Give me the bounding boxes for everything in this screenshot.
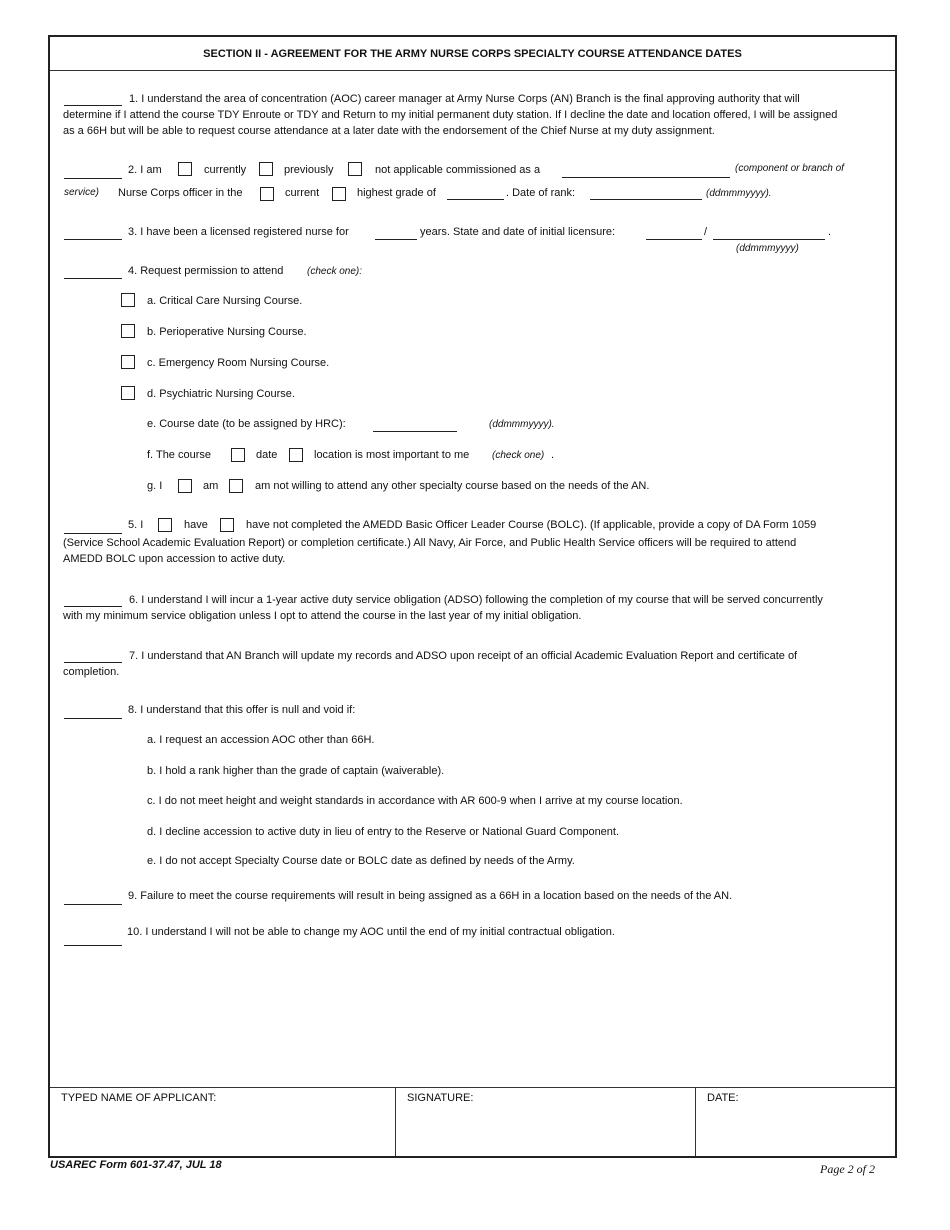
signature-label: SIGNATURE: [407, 1092, 474, 1104]
service-hint: service) [64, 187, 100, 198]
typed-name-label: TYPED NAME OF APPLICANT: [61, 1092, 217, 1104]
state-field[interactable] [646, 239, 702, 240]
item-2-prefix: 2. I am [128, 164, 162, 176]
item-4g-text: g. I [147, 480, 163, 492]
item-8c: c. I do not meet height and weight standards in accordance with AR 600-9 when I arrive at my course location. [147, 795, 683, 807]
item-3-slash: / [704, 226, 708, 238]
item-5-line1: have not completed the AMEDD Basic Officer Leader Course (BOLC). (If applicable, provide a copy of DA Form 1059 [246, 519, 817, 531]
item-4-text: 4. Request permission to attend [128, 265, 284, 277]
item-5-prefix: 5. I [128, 519, 144, 531]
item-4-hint: (check one): [307, 266, 363, 277]
item-9-text: 9. Failure to meet the course requirements will result in being assigned as a 66H in a location based on the needs of the AN. [128, 890, 733, 902]
initials-line-2[interactable] [64, 178, 122, 179]
date-label: DATE: [707, 1092, 739, 1104]
item-2-current: current [285, 187, 320, 199]
initials-line-4[interactable] [64, 278, 122, 279]
checkbox-current[interactable] [260, 187, 274, 201]
item-4f-hint: (check one) [492, 450, 545, 461]
component-field[interactable] [562, 177, 730, 178]
item-4f-date: date [256, 449, 278, 461]
item-4g-am: am [203, 480, 219, 492]
checkbox-priority-date[interactable] [231, 448, 245, 462]
form-frame [48, 35, 897, 1158]
date-of-rank-hint: (ddmmmyyyy). [706, 188, 772, 199]
initials-line-5[interactable] [64, 533, 122, 534]
item-4f-location: location is most important to me [314, 449, 470, 461]
item-2-currently: currently [204, 164, 247, 176]
item-4f-period: . [551, 449, 555, 461]
licensure-date-hint: (ddmmmyyyy) [736, 243, 799, 254]
checkbox-currently[interactable] [178, 162, 192, 176]
item-2-previously: previously [284, 164, 334, 176]
item-7-text: 7. I understand that AN Branch will update my records and ADSO upon receipt of an official Academic Evaluation Report and certificate of completion. [63, 650, 798, 678]
checkbox-priority-location[interactable] [289, 448, 303, 462]
item-2-date-of-rank: . Date of rank: [506, 187, 576, 199]
checkbox-willing[interactable] [178, 479, 192, 493]
section-title: SECTION II - AGREEMENT FOR THE ARMY NURSE CORPS SPECIALTY COURSE ATTENDANCE DATES [50, 37, 895, 71]
checkbox-bolc-have-not[interactable] [220, 518, 234, 532]
signature-field[interactable] [396, 1088, 696, 1156]
initials-line-10[interactable] [64, 945, 122, 946]
signature-row [50, 1087, 895, 1156]
item-1-text: 1. I understand the area of concentration (AOC) career manager at Army Nurse Corps (AN) Branch is the final approving authority that will determine if I attend the course TDY Enroute or TDY and Return to my initial permanent duty station. If I decline the date and location offered, I will be assigned as a 66H but will be able to request course attendance at a later date with the endorsement of the Chief Nurse at my duty assignment. [63, 93, 838, 137]
course-emergency-room: c. Emergency Room Nursing Course. [147, 357, 330, 369]
course-psychiatric: d. Psychiatric Nursing Course. [147, 388, 295, 400]
grade-field[interactable] [447, 199, 504, 200]
date-of-rank-field[interactable] [590, 199, 702, 200]
checkbox-not-willing[interactable] [229, 479, 243, 493]
item-5-have: have [184, 519, 208, 531]
item-8a: a. I request an accession AOC other than 66H. [147, 734, 375, 746]
initials-line-8[interactable] [64, 718, 122, 719]
years-field[interactable] [375, 239, 417, 240]
initials-line-3[interactable] [64, 239, 122, 240]
item-3-text: 3. I have been a licensed registered nurse for [128, 226, 349, 238]
course-perioperative: b. Perioperative Nursing Course. [147, 326, 307, 338]
item-10-text: 10. I understand I will not be able to change my AOC until the end of my initial contractual obligation. [127, 926, 615, 938]
initials-line-9[interactable] [64, 904, 122, 905]
item-2-highest: highest grade of [357, 187, 436, 199]
component-hint: (component or branch of [735, 163, 844, 174]
typed-name-field[interactable] [50, 1088, 396, 1156]
page-number: Page 2 of 2 [820, 1162, 875, 1176]
item-2-not-applicable: not applicable commissioned as a [375, 164, 541, 176]
course-critical-care: a. Critical Care Nursing Course. [147, 295, 303, 307]
checkbox-psychiatric[interactable] [121, 386, 135, 400]
item-8e: e. I do not accept Specialty Course date or BOLC date as defined by needs of the Army. [147, 855, 575, 867]
item-6-text: 6. I understand I will incur a 1-year active duty service obligation (ADSO) following the completion of my course that will be served concurrently with my minimum service obligation unless I opt to attend the course in the last year of my initial obligation. [63, 594, 823, 622]
form-id: USAREC Form 601-37.47, JUL 18 [50, 1159, 222, 1171]
checkbox-bolc-have[interactable] [158, 518, 172, 532]
course-date-hint: (ddmmmyyyy). [489, 419, 555, 430]
item-4e-text: e. Course date (to be assigned by HRC): [147, 418, 346, 430]
checkbox-emergency-room[interactable] [121, 355, 135, 369]
checkbox-not-applicable[interactable] [348, 162, 362, 176]
item-8b: b. I hold a rank higher than the grade of captain (waiverable). [147, 765, 445, 777]
item-8-text: 8. I understand that this offer is null and void if: [128, 704, 356, 716]
item-4f-text: f. The course [147, 449, 211, 461]
checkbox-perioperative[interactable] [121, 324, 135, 338]
item-3-period: . [828, 226, 832, 238]
checkbox-previously[interactable] [259, 162, 273, 176]
checkbox-critical-care[interactable] [121, 293, 135, 307]
item-8d: d. I decline accession to active duty in lieu of entry to the Reserve or National Guard Component. [147, 826, 620, 838]
licensure-date-field[interactable] [713, 239, 825, 240]
item-5-more: (Service School Academic Evaluation Report) or completion certificate.) All Navy, Air Force, and Public Health Service officers will be required to attend AMEDD BOLC upon accession to active duty. [63, 537, 797, 565]
checkbox-highest[interactable] [332, 187, 346, 201]
item-4g-not-willing: am not willing to attend any other specialty course based on the needs of the AN. [255, 480, 650, 492]
item-3-years: years. State and date of initial licensure: [420, 226, 616, 238]
item-2-nurse-corps: Nurse Corps officer in the [118, 187, 243, 199]
date-field[interactable] [696, 1088, 895, 1156]
course-date-field[interactable] [373, 431, 457, 432]
